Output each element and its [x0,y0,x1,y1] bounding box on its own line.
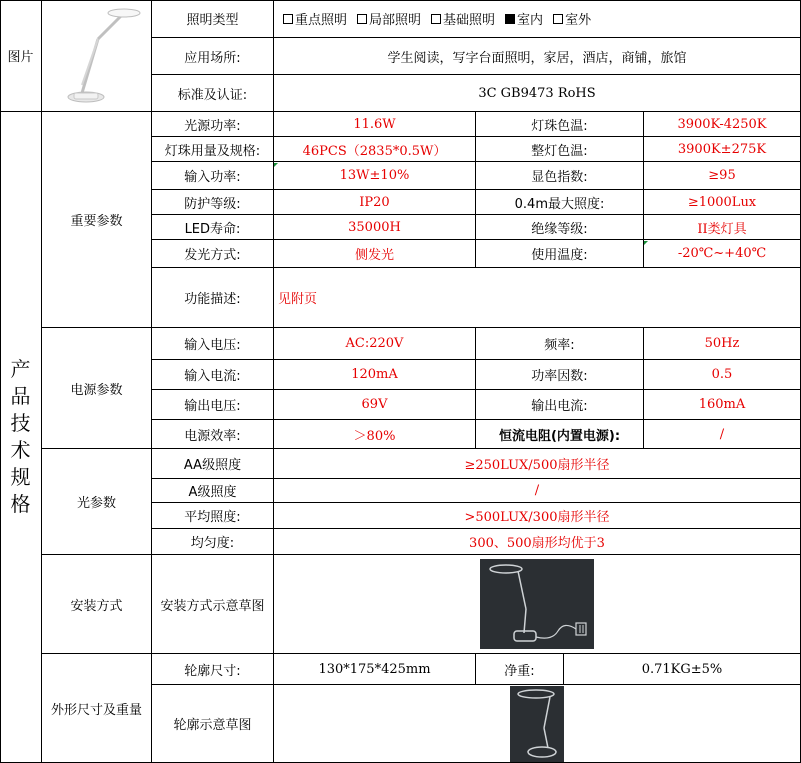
param-label: 灯珠用量及规格: [152,137,274,162]
param-value: 69V [274,390,476,420]
param-value: / [644,420,801,449]
param-value: -20℃~+40℃ [644,240,801,268]
power-params-label: 电源参数 [42,328,152,449]
dims-section-label: 外形尺寸及重量 [42,654,152,763]
checkbox-unchecked-icon [553,14,563,24]
param-label: 绝缘等级: [476,215,644,240]
optical-label: A级照度 [152,479,274,503]
param-label: 恒流电阻(内置电源): [476,420,644,449]
param-label: 频率: [476,328,644,360]
outline-sketch-label: 轮廓示意草图 [152,685,274,763]
cell-indicator-mark [644,241,648,245]
option-outdoor[interactable]: 室外 [553,9,591,28]
param-label: 光源功率: [152,112,274,137]
param-value: ＞80% [274,420,476,449]
option-basic-lighting[interactable]: 基础照明 [431,9,495,28]
important-params-label: 重要参数 [42,112,152,328]
option-focus-lighting[interactable]: 重点照明 [283,9,347,28]
param-value: ≥95 [644,162,801,190]
param-value: 120mA [274,360,476,390]
param-value: II类灯具 [644,215,801,240]
standard-label: 标准及认证: [152,75,274,112]
param-label: 输出电流: [476,390,644,420]
param-label: 功率因数: [476,360,644,390]
lighting-type-label: 照明类型 [152,0,274,38]
optical-value: ≥250LUX/500扇形半径 [274,449,801,479]
param-label: 输出电压: [152,390,274,420]
param-label: 输入电压: [152,328,274,360]
desk-lamp-icon [52,3,142,108]
param-label: 灯珠色温: [476,112,644,137]
param-value: 46PCS（2835*0.5W） [274,137,476,162]
param-value: 3900K-4250K [644,112,801,137]
outline-sketch-icon [510,686,564,762]
optical-value: / [274,479,801,503]
param-label: 0.4m最大照度: [476,190,644,215]
param-value: ≥1000Lux [644,190,801,215]
optical-label: 平均照度: [152,503,274,529]
cell-indicator-mark [274,163,278,167]
product-photo [42,0,152,112]
param-label: 发光方式: [152,240,274,268]
function-value: 见附页 [274,268,801,328]
param-value: 11.6W [274,112,476,137]
param-label: 电源效率: [152,420,274,449]
param-value: 160mA [644,390,801,420]
lighting-type-options [274,0,801,38]
param-value: IP20 [274,190,476,215]
optical-params-label: 光参数 [42,449,152,555]
param-label: 输入功率: [152,162,274,190]
weight-label: 净重: [476,654,564,685]
install-sketch-label: 安装方式示意草图 [152,555,274,654]
param-label: 显色指数: [476,162,644,190]
checkbox-unchecked-icon [357,14,367,24]
checkbox-unchecked-icon [283,14,293,24]
standard-value: 3C GB9473 RoHS [274,75,801,112]
param-value: 50Hz [644,328,801,360]
size-label: 轮廓尺寸: [152,654,274,685]
param-value: AC:220V [274,328,476,360]
application-label: 应用场所: [152,38,274,75]
param-value: 35000H [274,215,476,240]
param-label: 使用温度: [476,240,644,268]
param-label: 输入电流: [152,360,274,390]
option-local-lighting[interactable]: 局部照明 [357,9,421,28]
function-label: 功能描述: [152,268,274,328]
checkbox-checked-icon [505,14,515,24]
install-sketch-cell [274,555,801,654]
optical-label: 均匀度: [152,529,274,555]
install-sketch-icon [480,559,594,649]
weight-value: 0.71KG±5% [564,654,801,685]
param-value: 侧发光 [274,240,476,268]
optical-value: >500LUX/300扇形半径 [274,503,801,529]
optical-value: 300、500扇形均优于3 [274,529,801,555]
product-spec-side-title: 产 品 技 术 规 格 [0,112,42,763]
optical-label: AA级照度 [152,449,274,479]
outline-sketch-cell [274,685,801,763]
param-value: 13W±10% [274,162,476,190]
application-value: 学生阅读，写字台面照明，家居，酒店，商铺，旅馆 [274,38,801,75]
param-label: LED寿命: [152,215,274,240]
size-value: 130*175*425mm [274,654,476,685]
picture-label: 图片 [0,0,42,112]
param-label: 防护等级: [152,190,274,215]
param-value: 0.5 [644,360,801,390]
param-label: 整灯色温: [476,137,644,162]
checkbox-unchecked-icon [431,14,441,24]
install-section-label: 安装方式 [42,555,152,654]
option-indoor[interactable]: 室内 [505,9,543,28]
param-value: 3900K±275K [644,137,801,162]
